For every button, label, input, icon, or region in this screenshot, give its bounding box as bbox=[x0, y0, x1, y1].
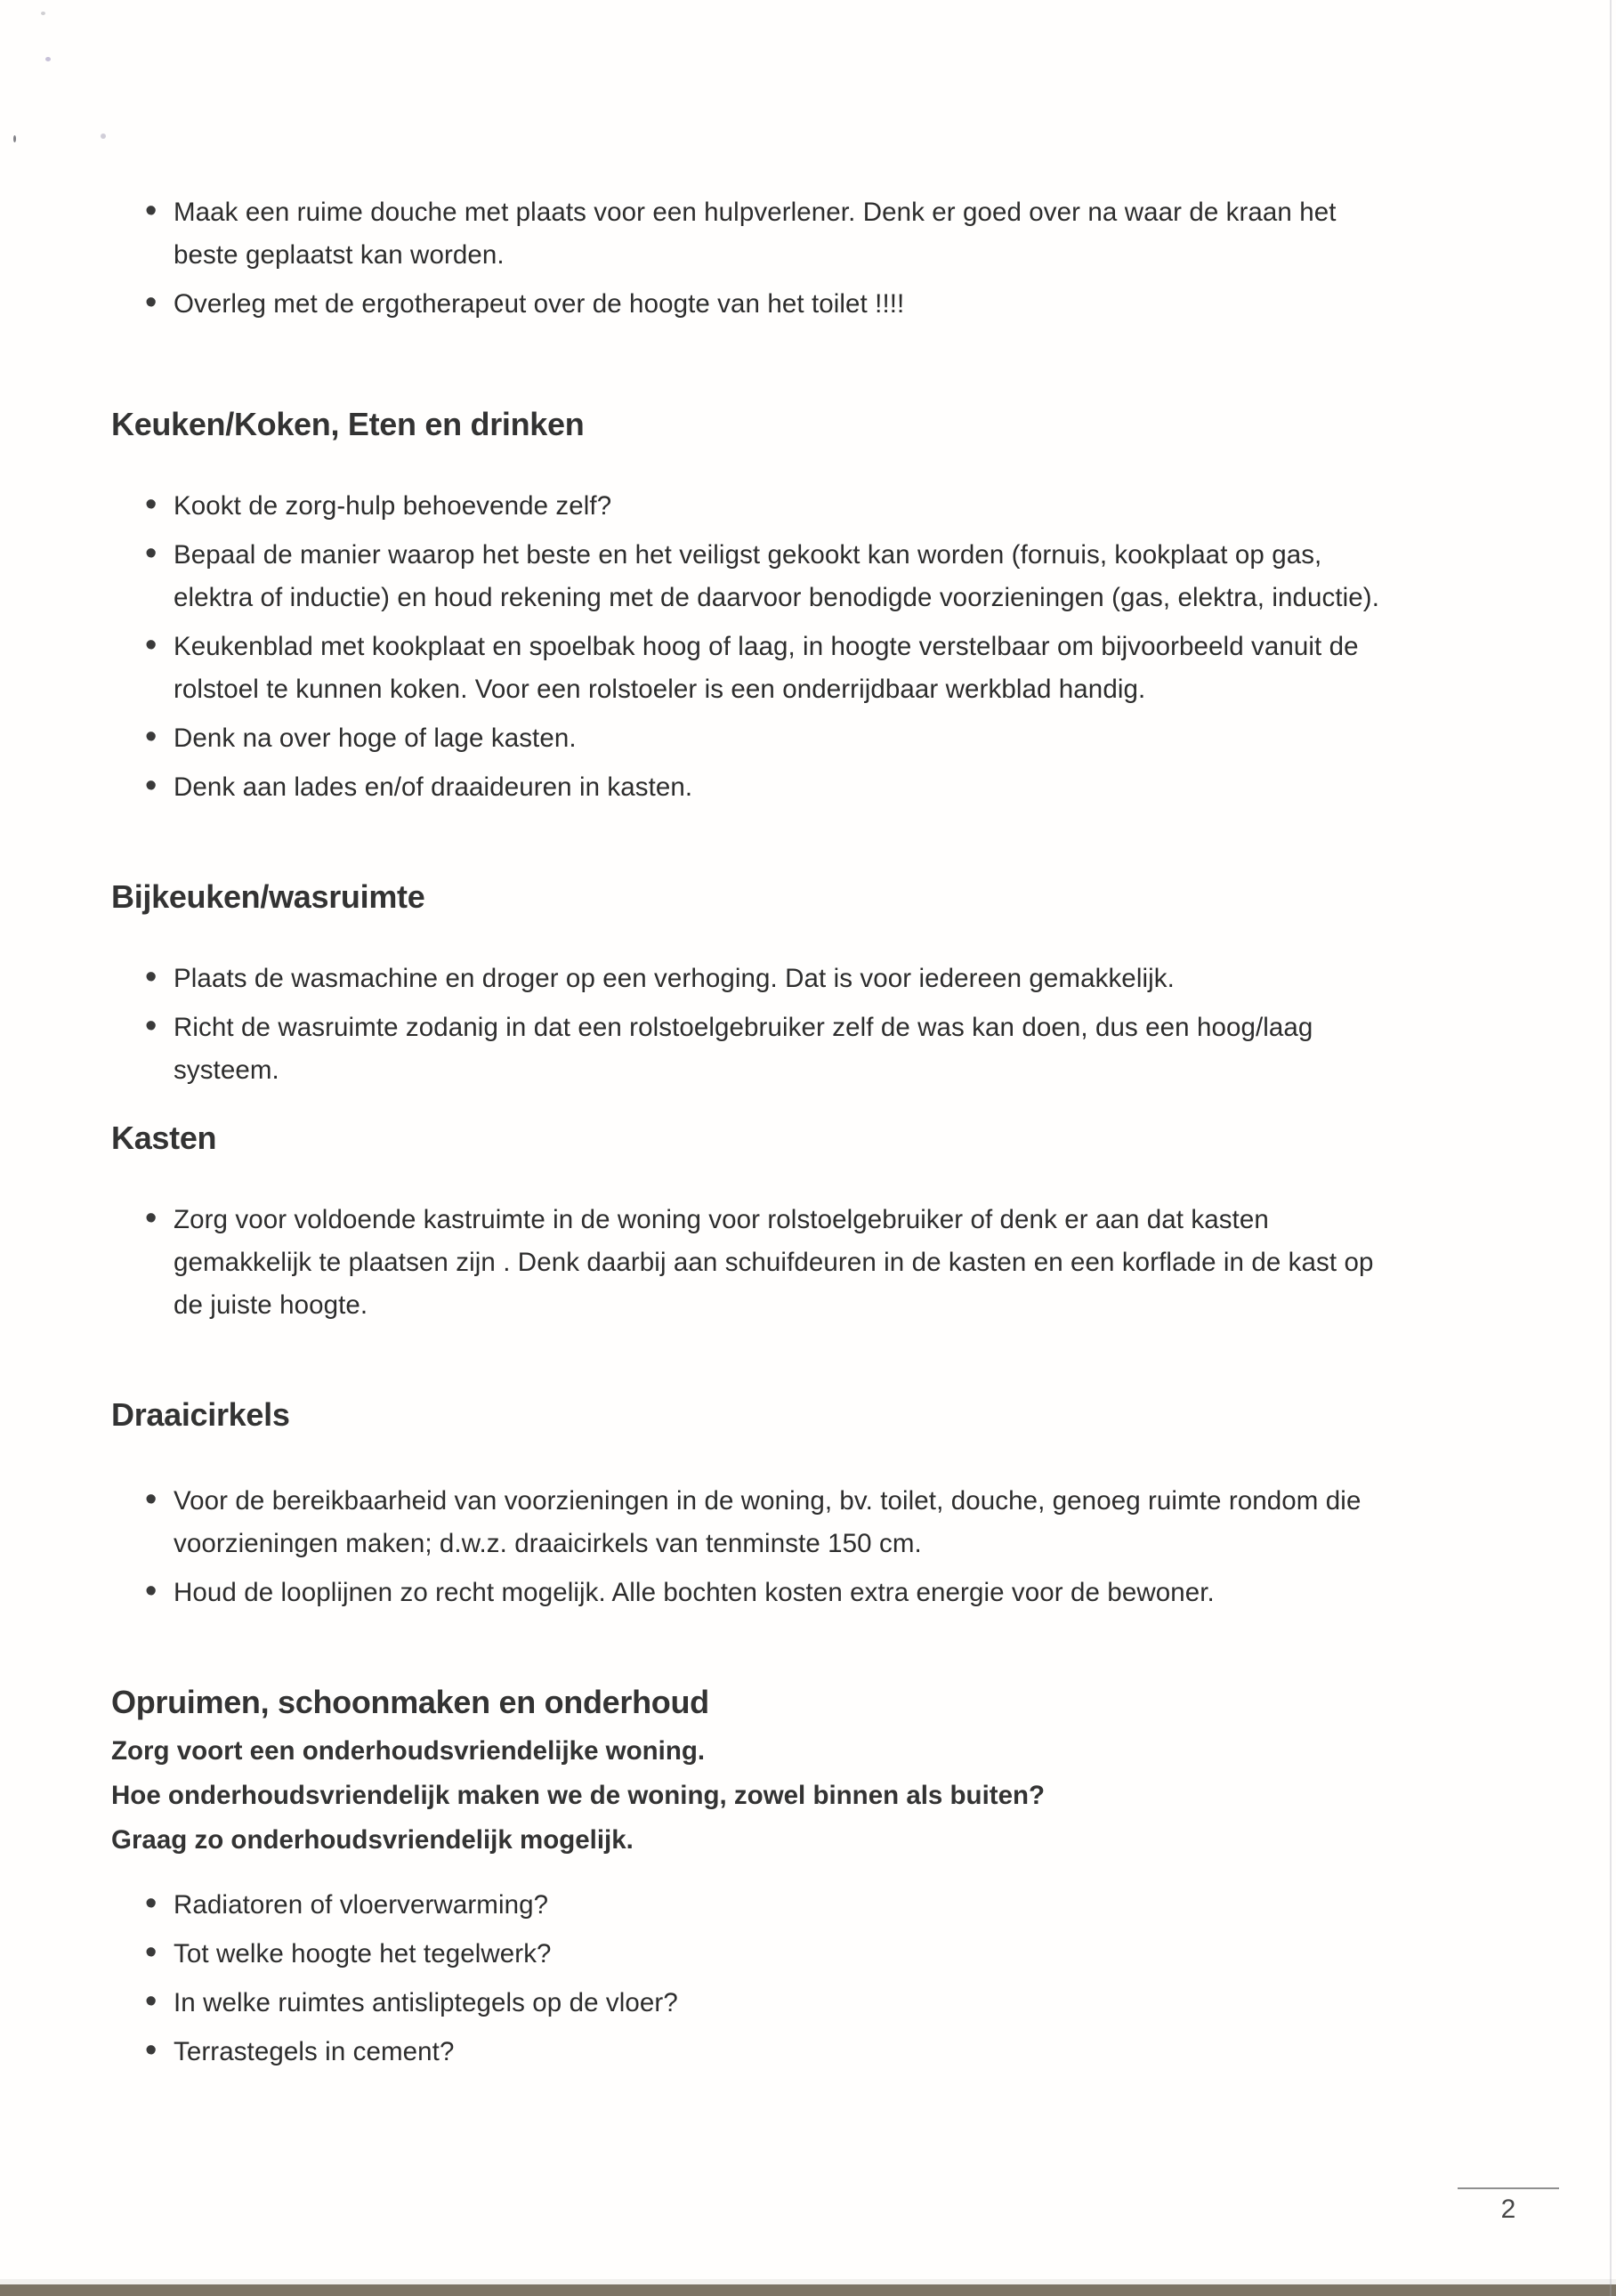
list-item: • Bepaal de manier waarop het beste en het veiligst gekookt kan worden (fornuis, kookplaat op gas, elektra of inductie) en houd rekening met de daarvoor benodigde voorzieningen (gas, elektra, inductie). bbox=[111, 534, 1406, 619]
intro-line: Hoe onderhoudsvriendelijk maken we de woning, zowel binnen als buiten? bbox=[111, 1781, 1046, 1810]
bullet-list-bijkeuken bbox=[111, 958, 1406, 1092]
scan-speck bbox=[45, 57, 51, 61]
list-item: • Radiatoren of vloerverwarming? bbox=[111, 1884, 1406, 1927]
list-item: • Keukenblad met kookplaat en spoelbak hoog of laag, in hoogte verstelbaar om bijvoorbeeld vanuit de rolstoel te kunnen koken. Voor een rolstoeler is een onderrijdbaar werkblad handig. bbox=[111, 626, 1406, 711]
list-item: • Overleg met de ergotherapeut over de hoogte van het toilet !!!! bbox=[111, 283, 1406, 326]
section-heading-kasten: Kasten bbox=[111, 1120, 217, 1156]
section-heading-bijkeuken: Bijkeuken/wasruimte bbox=[111, 878, 425, 915]
list-item: • Terrastegels in cement? bbox=[111, 2031, 1406, 2074]
list-item: • Maak een ruime douche met plaats voor een hulpverlener. Denk er goed over na waar de kraan het beste geplaatst kan worden. bbox=[111, 191, 1406, 277]
bullet-list-draaicirkels bbox=[111, 1480, 1406, 1614]
page-content bbox=[111, 0, 1419, 2074]
scan-speck bbox=[101, 133, 106, 139]
scan-edge-line bbox=[1610, 0, 1612, 2296]
list-item: • Voor de bereikbaarheid van voorzieningen in de woning, bv. toilet, douche, genoeg ruimte rondom die voorzieningen maken; d.w.z. draaicirkels van tenminste 150 cm. bbox=[111, 1480, 1406, 1565]
intro-line: Zorg voort een onderhoudsvriendelijke woning. bbox=[111, 1736, 706, 1766]
bullet-list-opruimen bbox=[111, 1884, 1406, 2074]
list-item: • Tot welke hoogte het tegelwerk? bbox=[111, 1933, 1406, 1976]
intro-line: Graag zo onderhoudsvriendelijk mogelijk. bbox=[111, 1825, 634, 1855]
bullet-list-badkamer bbox=[111, 191, 1406, 326]
scan-edge-bar bbox=[0, 2284, 1616, 2296]
scan-speck bbox=[41, 12, 45, 15]
list-item: • Zorg voor voldoende kastruimte in de woning voor rolstoelgebruiker of denk er aan dat kasten gemakkelijk te plaatsen zijn . Denk daarbij aan schuifdeuren in de kasten en een korflade in de kast op de juiste hoogte. bbox=[111, 1199, 1406, 1327]
scan-speck bbox=[13, 135, 16, 142]
list-item: • Kookt de zorg-hulp behoevende zelf? bbox=[111, 485, 1406, 528]
section-heading-draaicirkels: Draaicirkels bbox=[111, 1396, 290, 1433]
intro-paragraph bbox=[111, 1729, 1419, 1863]
list-item: • Richt de wasruimte zodanig in dat een rolstoelgebruiker zelf de was kan doen, dus een hoog/laag systeem. bbox=[111, 1007, 1406, 1092]
section-heading-keuken: Keuken/Koken, Eten en drinken bbox=[111, 406, 585, 442]
section-heading-opruimen: Opruimen, schoonmaken en onderhoud bbox=[111, 1684, 709, 1720]
bullet-list-kasten bbox=[111, 1199, 1406, 1327]
list-item: • Houd de looplijnen zo recht mogelijk. Alle bochten kosten extra energie voor de bewoner. bbox=[111, 1572, 1406, 1614]
list-item: • Denk aan lades en/of draaideuren in kasten. bbox=[111, 766, 1406, 809]
list-item: • Plaats de wasmachine en droger op een verhoging. Dat is voor iedereen gemakkelijk. bbox=[111, 958, 1406, 1000]
list-item: • In welke ruimtes antisliptegels op de vloer? bbox=[111, 1982, 1406, 2025]
bullet-list-keuken bbox=[111, 485, 1406, 809]
page-number: 2 bbox=[1458, 2187, 1559, 2225]
list-item: • Denk na over hoge of lage kasten. bbox=[111, 717, 1406, 760]
